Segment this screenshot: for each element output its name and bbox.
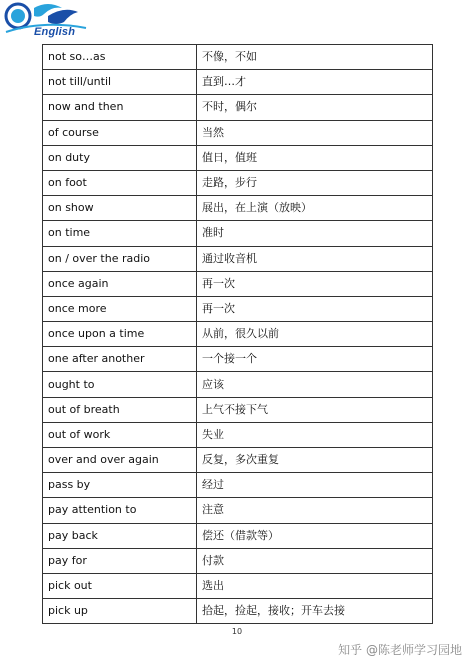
chinese-meaning-cell: 展出，在上演（放映） [197, 196, 433, 221]
english-phrase-cell: on foot [43, 170, 197, 195]
table-row [43, 45, 433, 70]
table-row [43, 372, 433, 397]
table-row [43, 120, 433, 145]
table-row [43, 548, 433, 573]
english-phrase-cell: pick out [43, 573, 197, 598]
english-phrase-cell: on show [43, 196, 197, 221]
table-row [43, 296, 433, 321]
chinese-meaning-cell: 选出 [197, 573, 433, 598]
chinese-meaning-cell: 再一次 [197, 296, 433, 321]
chinese-meaning-cell: 值日，值班 [197, 145, 433, 170]
table-row [43, 95, 433, 120]
chinese-meaning-cell: 再一次 [197, 271, 433, 296]
english-phrase-cell: one after another [43, 347, 197, 372]
table-row [43, 145, 433, 170]
table-row [43, 498, 433, 523]
english-phrase-cell: pass by [43, 473, 197, 498]
english-phrase-cell: out of work [43, 422, 197, 447]
english-phrase-cell: once upon a time [43, 322, 197, 347]
english-phrase-cell: on duty [43, 145, 197, 170]
english-phrase-cell: not till/until [43, 70, 197, 95]
chinese-meaning-cell: 通过收音机 [197, 246, 433, 271]
table-row [43, 221, 433, 246]
table-row [43, 599, 433, 624]
chinese-meaning-cell: 注意 [197, 498, 433, 523]
page-number: 10 [231, 627, 243, 636]
english-phrase-cell: on time [43, 221, 197, 246]
chinese-meaning-cell: 直到…才 [197, 70, 433, 95]
chinese-meaning-cell: 准时 [197, 221, 433, 246]
table-row [43, 448, 433, 473]
english-phrase-cell: of course [43, 120, 197, 145]
chinese-meaning-cell: 应该 [197, 372, 433, 397]
table-row [43, 523, 433, 548]
english-phrase-cell: once again [43, 271, 197, 296]
table-row [43, 422, 433, 447]
table-row [43, 397, 433, 422]
table-row [43, 196, 433, 221]
table-row [43, 271, 433, 296]
english-phrase-cell: over and over again [43, 448, 197, 473]
chinese-meaning-cell: 不时，偶尔 [197, 95, 433, 120]
table-row [43, 573, 433, 598]
english-phrase-cell: not so…as [43, 45, 197, 70]
chinese-meaning-cell: 一个接一个 [197, 347, 433, 372]
table-row [43, 347, 433, 372]
table-row [43, 322, 433, 347]
chinese-meaning-cell: 不像，不如 [197, 45, 433, 70]
chinese-meaning-cell: 当然 [197, 120, 433, 145]
chinese-meaning-cell: 走路，步行 [197, 170, 433, 195]
table-row [43, 246, 433, 271]
chinese-meaning-cell: 付款 [197, 548, 433, 573]
vocabulary-table-body [43, 45, 433, 624]
english-phrase-cell: pay back [43, 523, 197, 548]
brand-logo [4, 2, 90, 42]
english-phrase-cell: once more [43, 296, 197, 321]
table-row [43, 170, 433, 195]
chinese-meaning-cell: 从前，很久以前 [197, 322, 433, 347]
logo-text: English [34, 26, 76, 38]
chinese-meaning-cell: 失业 [197, 422, 433, 447]
chinese-meaning-cell: 拾起，捡起，接收；开车去接 [197, 599, 433, 624]
watermark: 知乎 @陈老师学习园地 [338, 643, 462, 657]
chinese-meaning-cell: 经过 [197, 473, 433, 498]
english-phrase-cell: pick up [43, 599, 197, 624]
table-row [43, 70, 433, 95]
english-phrase-cell: now and then [43, 95, 197, 120]
chinese-meaning-cell: 偿还（借款等） [197, 523, 433, 548]
english-phrase-cell: out of breath [43, 397, 197, 422]
vocabulary-table [42, 44, 433, 624]
table-row [43, 473, 433, 498]
chinese-meaning-cell: 反复，多次重复 [197, 448, 433, 473]
english-phrase-cell: ought to [43, 372, 197, 397]
english-phrase-cell: on / over the radio [43, 246, 197, 271]
english-phrase-cell: pay attention to [43, 498, 197, 523]
english-phrase-cell: pay for [43, 548, 197, 573]
chinese-meaning-cell: 上气不接下气 [197, 397, 433, 422]
